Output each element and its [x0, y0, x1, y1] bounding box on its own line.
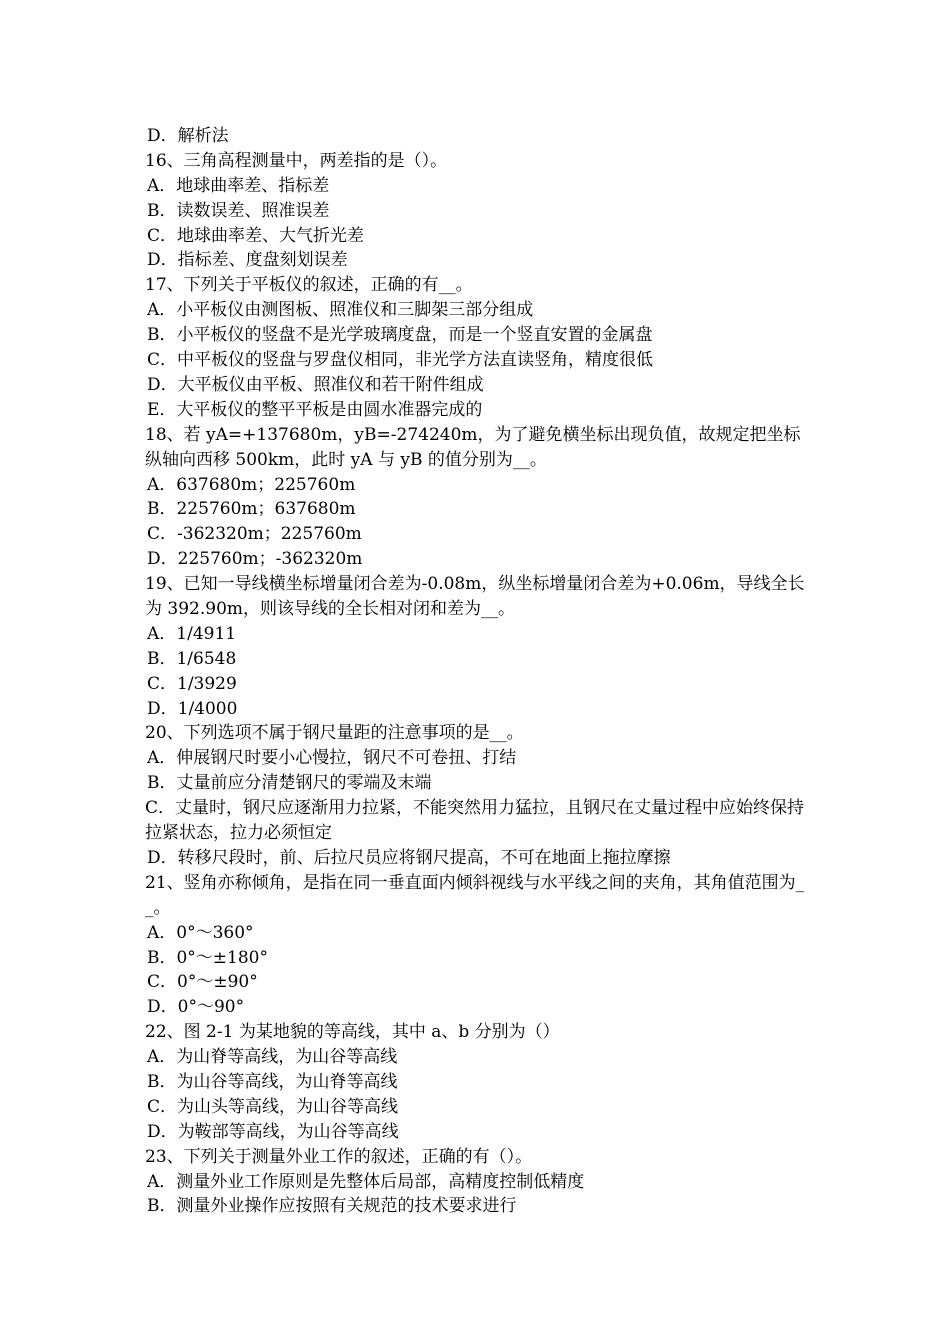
answer-option: C．1/3929: [147, 673, 237, 694]
question-text: 20、下列选项不属于钢尺量距的注意事项的是__。: [145, 723, 524, 744]
answer-option: D．解析法: [147, 126, 229, 146]
answer-option: B．读数误差、照准误差: [147, 200, 330, 221]
answer-option: C．-362320m；225760m: [147, 524, 362, 545]
answer-option: A．小平板仪由测图板、照准仪和三脚架三部分组成: [147, 300, 534, 321]
question-text: C．丈量时，钢尺应逐渐用力拉紧，不能突然用力猛拉，且钢尺在丈量过程中应始终保持拉紧状态，拉力必须恒定: [145, 798, 805, 844]
answer-option: C．为山头等高线，为山谷等高线: [147, 1096, 399, 1117]
answer-option: D．1/4000: [147, 698, 238, 719]
answer-option: C．中平板仪的竖盘与罗盘仪相同，非光学方法直读竖角，精度很低: [147, 350, 654, 371]
answer-option: B．丈量前应分清楚钢尺的零端及末端: [147, 773, 432, 794]
answer-option: D．指标差、度盘刻划误差: [147, 250, 348, 271]
answer-option: A．1/4911: [147, 623, 237, 644]
answer-option: D．为鞍部等高线，为山谷等高线: [147, 1121, 399, 1142]
answer-option: D．0°～90°: [147, 997, 245, 1018]
answer-option: A．637680m；225760m: [147, 474, 356, 495]
question-text: 19、已知一导线横坐标增量闭合差为-0.08m，纵坐标增量闭合差为+0.06m，导线全长为 392.90m，则该导线的全长相对闭和差为__。: [145, 574, 805, 619]
question-text: 18、若 yA=+137680m，yB=-274240m，为了避免横坐标出现负值，故规定把坐标纵轴向西移 500km，此时 yA 与 yB 的值分别为__。: [145, 424, 801, 470]
answer-option: C．0°～±90°: [147, 972, 258, 993]
answer-option: B．小平板仪的竖盘不是光学玻璃度盘，而是一个竖直安置的金属盘: [147, 325, 653, 346]
answer-option: A．0°～360°: [147, 922, 254, 943]
answer-option: B．1/6548: [147, 648, 237, 669]
question-text: 17、下列关于平板仪的叙述，正确的有__。: [145, 275, 473, 296]
answer-option: D．转移尺段时，前、后拉尺员应将钢尺提高，不可在地面上拖拉摩擦: [147, 847, 671, 868]
answer-option: B．225760m；637680m: [147, 499, 356, 520]
document-page: [145, 124, 815, 1219]
answer-option: A．测量外业工作原则是先整体后局部，高精度控制低精度: [147, 1171, 585, 1192]
answer-option: D．大平板仪由平板、照准仪和若干附件组成: [147, 374, 484, 395]
answer-option: A．为山脊等高线，为山谷等高线: [147, 1047, 398, 1068]
answer-option: B．0°～±180°: [147, 947, 269, 968]
answer-option: B．为山谷等高线，为山脊等高线: [147, 1071, 398, 1092]
question-text: 22、图 2-1 为某地貌的等高线，其中 a、b 分别为（）: [145, 1022, 560, 1043]
answer-option: B．测量外业操作应按照有关规范的技术要求进行: [147, 1196, 517, 1217]
question-text: 16、三角高程测量中，两差指的是（）。: [145, 150, 448, 171]
answer-option: A．伸展钢尺时要小心慢拉，钢尺不可卷扭、打结: [147, 748, 517, 769]
question-text: 21、竖角亦称倾角，是指在同一垂直面内倾斜视线与水平线之间的夹角，其角值范围为__。: [145, 872, 805, 918]
answer-option: C．地球曲率差、大气折光差: [147, 225, 365, 246]
question-text: 23、下列关于测量外业工作的叙述，正确的有（）。: [145, 1146, 533, 1167]
answer-option: D．225760m；-362320m: [147, 549, 363, 570]
answer-option: E．大平板仪的整平平板是由圆水准器完成的: [147, 399, 483, 420]
answer-option: A．地球曲率差、指标差: [147, 175, 330, 196]
